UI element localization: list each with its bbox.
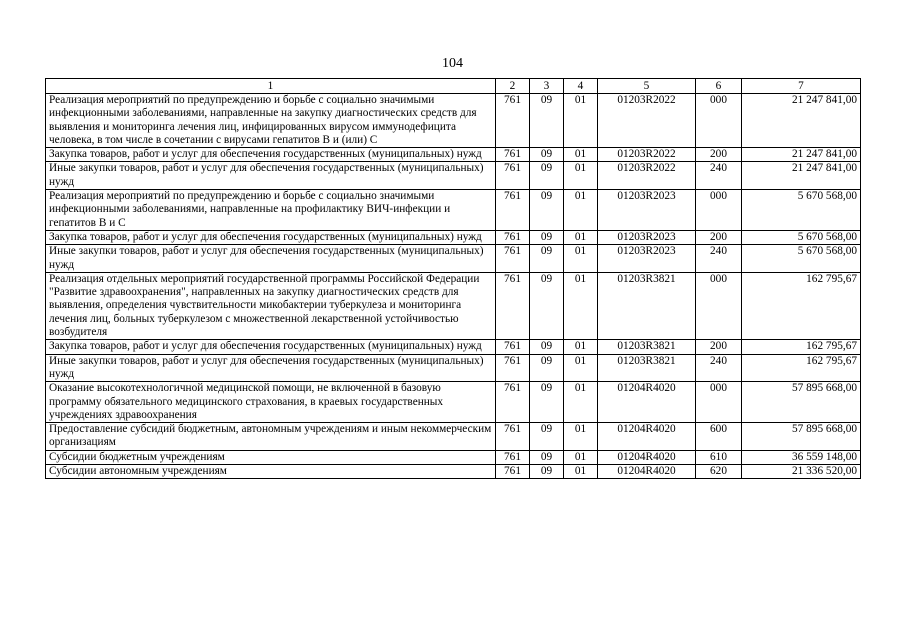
target-article-cell: 01203R2022 <box>598 94 696 148</box>
ministry-code-cell: 761 <box>496 272 530 339</box>
table-row <box>46 148 861 162</box>
expense-type-cell: 240 <box>696 354 742 382</box>
row-name-cell: Реализация отдельных мероприятий государственной программы Российской Федерации "Развитие здравоохранения", направленных на закупку диагностических средств для выявления, определения чувствительности микобактерии туберкулеза и мониторинга лечения лиц, больных туберкулезом с множественной лекарственной устойчивостью возбудителя <box>46 272 496 339</box>
section-cell: 09 <box>530 272 564 339</box>
target-article-cell: 01203R2023 <box>598 190 696 231</box>
amount-cell: 21 247 841,00 <box>742 162 861 190</box>
subsection-cell: 01 <box>564 245 598 273</box>
ministry-code-cell: 761 <box>496 423 530 451</box>
table-row <box>46 423 861 451</box>
budget-table <box>45 78 861 479</box>
ministry-code-cell: 761 <box>496 340 530 354</box>
section-cell: 09 <box>530 245 564 273</box>
target-article-cell: 01203R2022 <box>598 148 696 162</box>
amount-cell: 162 795,67 <box>742 272 861 339</box>
section-cell: 09 <box>530 450 564 464</box>
table-row <box>46 340 861 354</box>
ministry-code-cell: 761 <box>496 382 530 423</box>
expense-type-cell: 610 <box>696 450 742 464</box>
table-row <box>46 94 861 148</box>
subsection-cell: 01 <box>564 190 598 231</box>
row-name-cell: Субсидии автономным учреждениям <box>46 465 496 479</box>
amount-cell: 162 795,67 <box>742 340 861 354</box>
expense-type-cell: 600 <box>696 423 742 451</box>
table-row <box>46 230 861 244</box>
subsection-cell: 01 <box>564 382 598 423</box>
table-header-row <box>46 79 861 94</box>
section-cell: 09 <box>530 382 564 423</box>
section-cell: 09 <box>530 465 564 479</box>
ministry-code-cell: 761 <box>496 148 530 162</box>
section-cell: 09 <box>530 162 564 190</box>
target-article-cell: 01203R3821 <box>598 272 696 339</box>
row-name-cell: Оказание высокотехнологичной медицинской помощи, не включенной в базовую программу обязательного медицинского страхования, в краевых государственных учреждениях здравоохранения <box>46 382 496 423</box>
amount-cell: 36 559 148,00 <box>742 450 861 464</box>
target-article-cell: 01203R3821 <box>598 340 696 354</box>
row-name-cell: Закупка товаров, работ и услуг для обеспечения государственных (муниципальных) нужд <box>46 230 496 244</box>
ministry-code-cell: 761 <box>496 465 530 479</box>
amount-cell: 21 247 841,00 <box>742 148 861 162</box>
column-header: 5 <box>598 79 696 94</box>
target-article-cell: 01203R3821 <box>598 354 696 382</box>
column-header: 3 <box>530 79 564 94</box>
subsection-cell: 01 <box>564 272 598 339</box>
expense-type-cell: 000 <box>696 190 742 231</box>
target-article-cell: 01204R4020 <box>598 382 696 423</box>
ministry-code-cell: 761 <box>496 94 530 148</box>
row-name-cell: Иные закупки товаров, работ и услуг для обеспечения государственных (муниципальных) нужд <box>46 245 496 273</box>
column-header: 7 <box>742 79 861 94</box>
table-row <box>46 245 861 273</box>
row-name-cell: Реализация мероприятий по предупреждению и борьбе с социально значимыми инфекционными заболеваниями, направленные на профилактику ВИЧ-инфекции и гепатитов В и С <box>46 190 496 231</box>
expense-type-cell: 240 <box>696 245 742 273</box>
table-row <box>46 162 861 190</box>
amount-cell: 21 336 520,00 <box>742 465 861 479</box>
amount-cell: 5 670 568,00 <box>742 230 861 244</box>
expense-type-cell: 000 <box>696 94 742 148</box>
page-number: 104 <box>442 56 463 71</box>
row-name-cell: Закупка товаров, работ и услуг для обеспечения государственных (муниципальных) нужд <box>46 148 496 162</box>
target-article-cell: 01204R4020 <box>598 423 696 451</box>
expense-type-cell: 000 <box>696 272 742 339</box>
subsection-cell: 01 <box>564 465 598 479</box>
subsection-cell: 01 <box>564 162 598 190</box>
ministry-code-cell: 761 <box>496 450 530 464</box>
expense-type-cell: 620 <box>696 465 742 479</box>
table-row <box>46 382 861 423</box>
amount-cell: 21 247 841,00 <box>742 94 861 148</box>
row-name-cell: Иные закупки товаров, работ и услуг для обеспечения государственных (муниципальных) нужд <box>46 162 496 190</box>
target-article-cell: 01204R4020 <box>598 450 696 464</box>
row-name-cell: Иные закупки товаров, работ и услуг для обеспечения государственных (муниципальных) нужд <box>46 354 496 382</box>
column-header: 1 <box>46 79 496 94</box>
target-article-cell: 01203R2022 <box>598 162 696 190</box>
ministry-code-cell: 761 <box>496 245 530 273</box>
subsection-cell: 01 <box>564 94 598 148</box>
section-cell: 09 <box>530 190 564 231</box>
target-article-cell: 01203R2023 <box>598 245 696 273</box>
table-row <box>46 354 861 382</box>
section-cell: 09 <box>530 148 564 162</box>
table-row <box>46 190 861 231</box>
subsection-cell: 01 <box>564 354 598 382</box>
ministry-code-cell: 761 <box>496 354 530 382</box>
row-name-cell: Предоставление субсидий бюджетным, автономным учреждениям и иным некоммерческим организациям <box>46 423 496 451</box>
row-name-cell: Реализация мероприятий по предупреждению и борьбе с социально значимыми инфекционными заболеваниями, направленные на закупку диагностических средств для выявления и мониторинга лечения лиц, инфицированных вирусом иммунодефицита человека, в том числе в сочетании с вирусами гепатитов В и (или) С <box>46 94 496 148</box>
target-article-cell: 01203R2023 <box>598 230 696 244</box>
expense-type-cell: 200 <box>696 230 742 244</box>
amount-cell: 57 895 668,00 <box>742 382 861 423</box>
target-article-cell: 01204R4020 <box>598 465 696 479</box>
amount-cell: 5 670 568,00 <box>742 190 861 231</box>
table-row <box>46 450 861 464</box>
subsection-cell: 01 <box>564 450 598 464</box>
expense-type-cell: 240 <box>696 162 742 190</box>
section-cell: 09 <box>530 230 564 244</box>
subsection-cell: 01 <box>564 230 598 244</box>
amount-cell: 5 670 568,00 <box>742 245 861 273</box>
row-name-cell: Субсидии бюджетным учреждениям <box>46 450 496 464</box>
row-name-cell: Закупка товаров, работ и услуг для обеспечения государственных (муниципальных) нужд <box>46 340 496 354</box>
table-row <box>46 272 861 339</box>
table-row <box>46 465 861 479</box>
subsection-cell: 01 <box>564 148 598 162</box>
ministry-code-cell: 761 <box>496 162 530 190</box>
section-cell: 09 <box>530 354 564 382</box>
amount-cell: 162 795,67 <box>742 354 861 382</box>
subsection-cell: 01 <box>564 340 598 354</box>
section-cell: 09 <box>530 423 564 451</box>
expense-type-cell: 000 <box>696 382 742 423</box>
ministry-code-cell: 761 <box>496 190 530 231</box>
section-cell: 09 <box>530 94 564 148</box>
column-header: 6 <box>696 79 742 94</box>
column-header: 4 <box>564 79 598 94</box>
column-header: 2 <box>496 79 530 94</box>
section-cell: 09 <box>530 340 564 354</box>
subsection-cell: 01 <box>564 423 598 451</box>
ministry-code-cell: 761 <box>496 230 530 244</box>
expense-type-cell: 200 <box>696 148 742 162</box>
amount-cell: 57 895 668,00 <box>742 423 861 451</box>
expense-type-cell: 200 <box>696 340 742 354</box>
